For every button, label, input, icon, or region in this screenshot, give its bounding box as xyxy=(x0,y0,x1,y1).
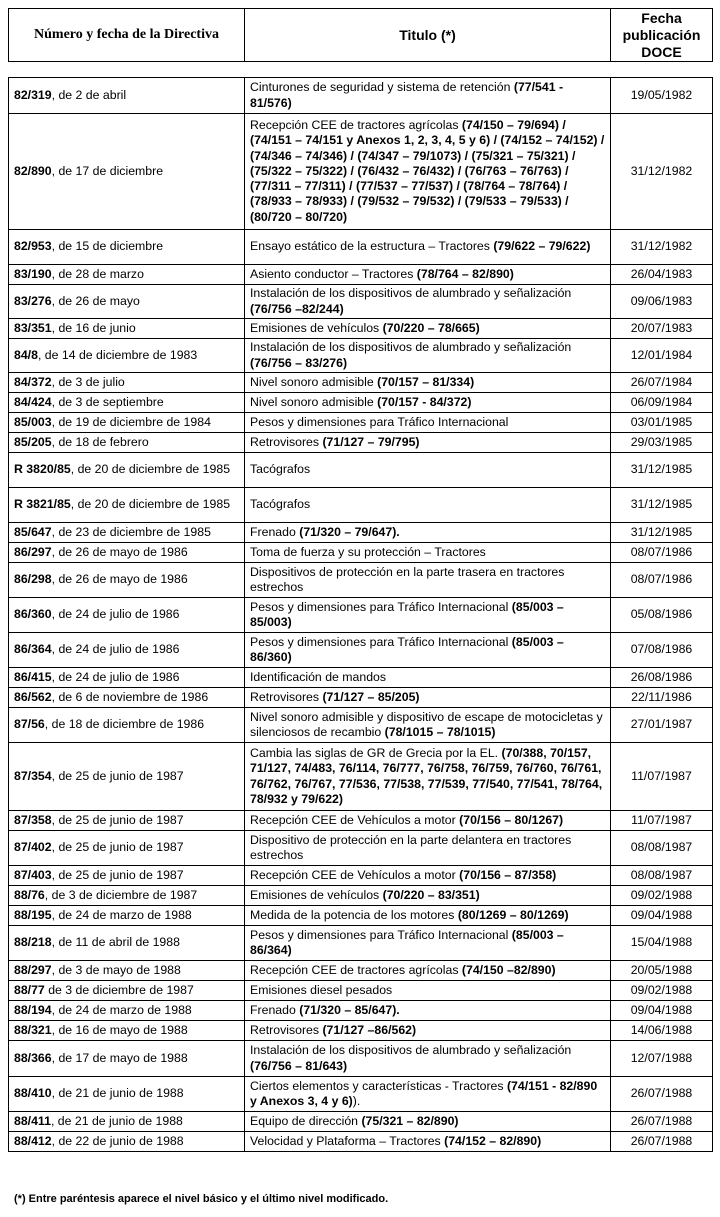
directives-table-body xyxy=(9,78,713,1152)
directives-table xyxy=(8,77,713,1152)
publication-date: 08/08/1987 xyxy=(611,831,713,866)
table-row xyxy=(9,523,713,543)
table-row xyxy=(9,285,713,319)
directive-date: , de 17 de mayo de 1988 xyxy=(51,1050,188,1065)
title-cell xyxy=(245,339,611,373)
title-reference: (71/127 –86/562) xyxy=(322,1022,417,1037)
directive-cell xyxy=(9,1021,245,1041)
directive-cell xyxy=(9,688,245,708)
directive-cell xyxy=(9,743,245,811)
title-text: Emisiones de vehículos xyxy=(250,320,383,335)
title-text: Equipo de dirección xyxy=(250,1113,362,1128)
title-text: ). xyxy=(352,1094,361,1108)
directive-number: 86/298 xyxy=(14,572,52,587)
directive-cell xyxy=(9,563,245,598)
table-row xyxy=(9,265,713,285)
directive-cell xyxy=(9,598,245,633)
table-row xyxy=(9,743,713,811)
publication-date: 11/07/1987 xyxy=(611,743,713,811)
title-text: Recepción CEE de Vehículos a motor xyxy=(250,812,460,827)
directive-cell xyxy=(9,488,245,523)
title-cell xyxy=(245,433,611,453)
directive-date: , de 6 de noviembre de 1986 xyxy=(51,689,209,704)
footnote: (*) Entre paréntesis aparece el nivel básico y el último nivel modificado. xyxy=(14,1193,389,1205)
directive-number: 87/358 xyxy=(14,812,52,827)
directive-number: R 3820/85 xyxy=(14,462,71,477)
publication-date: 26/07/1988 xyxy=(611,1132,713,1152)
title-cell xyxy=(245,523,611,543)
directive-date: , de 2 de abril xyxy=(51,87,127,102)
directive-number: 88/321 xyxy=(14,1022,52,1037)
title-reference: (74/150 –82/890) xyxy=(461,962,556,977)
directive-number: 84/372 xyxy=(14,374,52,389)
title-cell xyxy=(245,453,611,488)
directive-number: 88/77 xyxy=(14,982,45,997)
table-row xyxy=(9,688,713,708)
directive-cell xyxy=(9,319,245,339)
title-text: Nivel sonoro admisible xyxy=(250,374,378,389)
directive-date: , de 25 de junio de 1987 xyxy=(51,840,184,855)
directive-date: , de 24 de julio de 1986 xyxy=(51,607,180,622)
table-row xyxy=(9,339,713,373)
publication-date: 31/12/1985 xyxy=(611,453,713,488)
title-reference: (71/320 – 79/647). xyxy=(299,524,400,539)
publication-date: 09/02/1988 xyxy=(611,981,713,1001)
title-cell xyxy=(245,981,611,1001)
title-cell xyxy=(245,543,611,563)
directive-date: , de 28 de marzo xyxy=(51,266,144,281)
publication-date: 06/09/1984 xyxy=(611,393,713,413)
title-text: Toma de fuerza y su protección – Tractores xyxy=(250,544,486,559)
publication-date: 12/07/1988 xyxy=(611,1041,713,1077)
header-directive-number-date: Número y fecha de la Directiva xyxy=(9,9,245,62)
publication-date: 15/04/1988 xyxy=(611,926,713,961)
title-reference: (76/756 –82/244) xyxy=(250,301,344,316)
table-row xyxy=(9,413,713,433)
directive-date: , de 14 de diciembre de 1983 xyxy=(37,347,198,362)
title-text: Dispositivo de protección en la parte delantera en tractores estrechos xyxy=(250,832,572,862)
title-text: Identificación de mandos xyxy=(250,669,387,684)
directive-date: , de 25 de junio de 1987 xyxy=(51,768,184,783)
title-text: Velocidad y Plataforma – Tractores xyxy=(250,1133,445,1148)
directive-number: 82/890 xyxy=(14,163,52,178)
publication-date: 14/06/1988 xyxy=(611,1021,713,1041)
title-text: Emisiones de vehículos xyxy=(250,887,383,902)
publication-date: 26/07/1988 xyxy=(611,1077,713,1112)
title-cell xyxy=(245,688,611,708)
title-text: Recepción CEE de tractores agrícolas xyxy=(250,962,462,977)
publication-date: 31/12/1982 xyxy=(611,114,713,230)
title-text: Pesos y dimensiones para Tráfico Internacional xyxy=(250,599,512,614)
directive-cell xyxy=(9,981,245,1001)
title-text: Pesos y dimensiones para Tráfico Internacional xyxy=(250,634,512,649)
table-row xyxy=(9,78,713,114)
directive-number: 82/319 xyxy=(14,87,52,102)
publication-date: 08/07/1986 xyxy=(611,543,713,563)
directive-date: , de 23 de diciembre de 1985 xyxy=(51,524,211,539)
title-reference: (71/127 – 85/205) xyxy=(322,689,420,704)
title-cell xyxy=(245,961,611,981)
table-row xyxy=(9,1132,713,1152)
directive-cell xyxy=(9,1077,245,1112)
directive-date: , de 16 de mayo de 1988 xyxy=(51,1022,188,1037)
header-pub-line1: Fecha xyxy=(641,9,682,26)
title-reference: (85/003 – 86/364) xyxy=(250,927,564,957)
title-cell xyxy=(245,866,611,886)
title-reference: (78/764 – 82/890) xyxy=(416,266,514,281)
title-reference: (80/1269 – 80/1269) xyxy=(457,907,569,922)
header-title: Titulo (*) xyxy=(245,9,611,62)
table-row xyxy=(9,926,713,961)
title-text: Ensayo estático de la estructura – Tractores xyxy=(250,239,494,254)
table-row xyxy=(9,668,713,688)
directive-number: 85/003 xyxy=(14,414,52,429)
title-text: Tacógrafos xyxy=(250,497,311,512)
directive-cell xyxy=(9,906,245,926)
title-reference: (74/150 – 79/694) / (74/151 – 74/151 y Anexos 1, 2, 3, 4, 5 y 6) / (74/152 – 74/152) / (74/346 – 74/346) / (74/347 – 79/1073) / (75/321 – 75/321) / (75/322 – 75/322) / (76/432 – 76/432) / (76/763 – 76/763) / (77/311 – 77/311) / (77/537 – 77/537) / (78/764 – 78/764) / (78/933 – 78/933) / (79/532 – 79/532) / (79/533 – 79/533) / (80/720 – 80/720) xyxy=(250,117,605,224)
directive-cell xyxy=(9,886,245,906)
title-reference: (71/127 – 79/795) xyxy=(322,434,420,449)
directive-date: , de 17 de diciembre xyxy=(51,163,164,178)
directive-cell xyxy=(9,413,245,433)
title-cell xyxy=(245,1041,611,1077)
title-reference: (70/157 – 81/334) xyxy=(377,374,475,389)
title-cell xyxy=(245,598,611,633)
table-row xyxy=(9,708,713,743)
title-cell xyxy=(245,1112,611,1132)
directive-cell xyxy=(9,433,245,453)
title-text: Emisiones diesel pesados xyxy=(250,982,393,997)
title-cell xyxy=(245,886,611,906)
table-row xyxy=(9,886,713,906)
publication-date: 09/04/1988 xyxy=(611,1001,713,1021)
directive-cell xyxy=(9,543,245,563)
title-cell xyxy=(245,926,611,961)
directive-number: 88/195 xyxy=(14,907,52,922)
directive-date: , de 26 de mayo de 1986 xyxy=(51,544,188,559)
table-row xyxy=(9,488,713,523)
table-row xyxy=(9,230,713,265)
title-cell xyxy=(245,114,611,230)
title-cell xyxy=(245,831,611,866)
directive-date: , de 11 de abril de 1988 xyxy=(51,935,180,950)
directive-cell xyxy=(9,708,245,743)
table-row xyxy=(9,961,713,981)
directive-number: 87/354 xyxy=(14,768,52,783)
directive-date: , de 3 de diciembre de 1987 xyxy=(44,887,198,902)
directive-number: 88/410 xyxy=(14,1086,52,1101)
directive-number: 87/403 xyxy=(14,867,52,882)
table-row xyxy=(9,1041,713,1077)
directive-number: 87/402 xyxy=(14,840,52,855)
publication-date: 29/03/1985 xyxy=(611,433,713,453)
directive-number: 88/76 xyxy=(14,887,45,902)
table-row xyxy=(9,373,713,393)
table-row xyxy=(9,433,713,453)
directive-number: R 3821/85 xyxy=(14,497,71,512)
directive-cell xyxy=(9,1112,245,1132)
title-cell xyxy=(245,488,611,523)
title-text: Nivel sonoro admisible xyxy=(250,394,378,409)
title-cell xyxy=(245,811,611,831)
table-row xyxy=(9,1077,713,1112)
publication-date: 07/08/1986 xyxy=(611,633,713,668)
title-cell xyxy=(245,1021,611,1041)
table-row xyxy=(9,866,713,886)
title-text: Recepción CEE de tractores agrícolas xyxy=(250,117,462,132)
title-text: Frenado xyxy=(250,1002,300,1017)
directive-number: 85/647 xyxy=(14,524,52,539)
title-cell xyxy=(245,563,611,598)
directive-number: 83/276 xyxy=(14,293,52,308)
publication-date: 31/12/1985 xyxy=(611,488,713,523)
table-header xyxy=(8,8,713,62)
title-text: Medida de la potencia de los motores xyxy=(250,907,458,922)
directive-cell xyxy=(9,961,245,981)
publication-date: 09/06/1983 xyxy=(611,285,713,319)
directive-date: , de 15 de diciembre xyxy=(51,239,164,254)
title-reference: (74/152 – 82/890) xyxy=(444,1133,542,1148)
table-row xyxy=(9,906,713,926)
directive-cell xyxy=(9,926,245,961)
directive-number: 86/297 xyxy=(14,544,52,559)
directive-number: 86/364 xyxy=(14,642,52,657)
publication-date: 31/12/1982 xyxy=(611,230,713,265)
title-cell xyxy=(245,265,611,285)
title-reference: (76/756 – 83/276) xyxy=(250,355,348,370)
directive-cell xyxy=(9,453,245,488)
directive-date: , de 24 de julio de 1986 xyxy=(51,642,180,657)
directive-cell xyxy=(9,265,245,285)
title-cell xyxy=(245,78,611,114)
directive-date: , de 21 de junio de 1988 xyxy=(50,1113,183,1128)
title-reference: (71/320 – 85/647). xyxy=(299,1002,400,1017)
title-reference: (74/151 - 82/890 y Anexos 3, 4 y 6) xyxy=(250,1078,598,1108)
publication-date: 31/12/1985 xyxy=(611,523,713,543)
publication-date: 27/01/1987 xyxy=(611,708,713,743)
title-text: Instalación de los dispositivos de alumbrado y señalización xyxy=(250,286,572,301)
table-row xyxy=(9,831,713,866)
directive-number: 82/953 xyxy=(14,239,52,254)
directive-cell xyxy=(9,373,245,393)
table-row xyxy=(9,1112,713,1132)
directive-date: , de 21 de junio de 1988 xyxy=(51,1086,184,1101)
title-text: Pesos y dimensiones para Tráfico Internacional xyxy=(250,414,509,429)
title-text: Recepción CEE de Vehículos a motor xyxy=(250,867,460,882)
title-text: Tacógrafos xyxy=(250,462,311,477)
title-text: Cinturones de seguridad y sistema de retención xyxy=(250,80,514,95)
title-cell xyxy=(245,319,611,339)
title-text: Ciertos elementos y características - Tractores xyxy=(250,1078,507,1093)
publication-date: 09/04/1988 xyxy=(611,906,713,926)
directive-date: , de 20 de diciembre de 1985 xyxy=(70,462,231,477)
directive-cell xyxy=(9,339,245,373)
directive-number: 84/8 xyxy=(14,347,38,362)
directive-date: , de 22 de junio de 1988 xyxy=(51,1133,184,1148)
table-row xyxy=(9,114,713,230)
directive-number: 88/194 xyxy=(14,1002,52,1017)
directive-date: , de 26 de mayo xyxy=(51,293,140,308)
title-text: Dispositivos de protección en la parte trasera en tractores estrechos xyxy=(250,564,565,594)
title-reference: (76/756 – 81/643) xyxy=(250,1058,348,1073)
publication-date: 09/02/1988 xyxy=(611,886,713,906)
header-pub-line3: DOCE xyxy=(641,43,682,60)
directive-cell xyxy=(9,1001,245,1021)
directive-date: , de 3 de mayo de 1988 xyxy=(51,962,181,977)
directive-number: 83/190 xyxy=(14,266,52,281)
table-row xyxy=(9,811,713,831)
title-text: Asiento conductor – Tractores xyxy=(250,266,417,281)
title-reference: (78/1015 – 78/1015) xyxy=(384,725,496,739)
publication-date: 08/07/1986 xyxy=(611,563,713,598)
publication-date: 05/08/1986 xyxy=(611,598,713,633)
directive-cell xyxy=(9,811,245,831)
title-text: Retrovisores xyxy=(250,689,323,704)
title-cell xyxy=(245,743,611,811)
directive-cell xyxy=(9,668,245,688)
publication-date: 26/08/1986 xyxy=(611,668,713,688)
table-row xyxy=(9,598,713,633)
directive-number: 88/366 xyxy=(14,1050,52,1065)
title-reference: (77/541 - 81/576) xyxy=(250,80,564,110)
title-text: Retrovisores xyxy=(250,1022,323,1037)
title-cell xyxy=(245,708,611,743)
table-row xyxy=(9,1021,713,1041)
title-reference: (70/388, 70/157, 71/127, 74/483, 76/114, 76/777, 76/758, 76/759, 76/760, 76/761, 76/762, 76/767, 77/536, 77/538, 77/539, 77/540, 77/541, 78/764, 78/932 y 79/622) xyxy=(250,745,603,806)
title-text: Frenado xyxy=(250,524,300,539)
directive-cell xyxy=(9,285,245,319)
directive-cell xyxy=(9,1041,245,1077)
table-row xyxy=(9,1001,713,1021)
publication-date: 26/04/1983 xyxy=(611,265,713,285)
title-reference: (70/156 – 80/1267) xyxy=(459,812,564,827)
directive-date: , de 18 de febrero xyxy=(51,434,149,449)
directive-cell xyxy=(9,633,245,668)
title-reference: (70/157 - 84/372) xyxy=(377,394,472,409)
publication-date: 11/07/1987 xyxy=(611,811,713,831)
table-row xyxy=(9,981,713,1001)
title-cell xyxy=(245,285,611,319)
table-row xyxy=(9,393,713,413)
directive-date: , de 18 de diciembre de 1986 xyxy=(44,717,205,732)
title-cell xyxy=(245,393,611,413)
table-row xyxy=(9,319,713,339)
publication-date: 12/01/1984 xyxy=(611,339,713,373)
title-text: Pesos y dimensiones para Tráfico Internacional xyxy=(250,927,512,942)
title-cell xyxy=(245,1132,611,1152)
title-cell xyxy=(245,668,611,688)
title-text: Cambia las siglas de GR de Grecia por la EL. xyxy=(250,745,502,760)
directive-number: 88/412 xyxy=(14,1133,52,1148)
title-cell xyxy=(245,230,611,265)
directive-number: 86/562 xyxy=(14,689,52,704)
publication-date: 19/05/1982 xyxy=(611,78,713,114)
directive-number: 83/351 xyxy=(14,320,52,335)
title-text: Retrovisores xyxy=(250,434,323,449)
title-reference: (79/622 – 79/622) xyxy=(493,239,591,254)
header-publication-date xyxy=(611,9,713,62)
directive-number: 87/56 xyxy=(14,717,45,732)
title-reference: (75/321 – 82/890) xyxy=(361,1113,459,1128)
directive-cell xyxy=(9,523,245,543)
publication-date: 20/05/1988 xyxy=(611,961,713,981)
title-reference: (70/156 – 87/358) xyxy=(459,867,557,882)
directive-number: 88/218 xyxy=(14,935,52,950)
directive-date: , de 3 de julio xyxy=(51,374,125,389)
directive-date: , de 25 de junio de 1987 xyxy=(51,812,184,827)
directive-date: , de 16 de junio xyxy=(51,320,136,335)
title-cell xyxy=(245,633,611,668)
title-reference: (85/003 – 86/360) xyxy=(250,634,564,664)
title-cell xyxy=(245,373,611,393)
directive-date: , de 26 de mayo de 1986 xyxy=(51,572,188,587)
directive-cell xyxy=(9,114,245,230)
header-pub-line2: publicación xyxy=(622,26,701,43)
directive-date: , de 25 de junio de 1987 xyxy=(51,867,184,882)
directive-number: 84/424 xyxy=(14,394,52,409)
title-reference: (70/220 – 83/351) xyxy=(382,887,480,902)
directive-date: de 3 de diciembre de 1987 xyxy=(44,982,194,997)
directive-date: , de 3 de septiembre xyxy=(51,394,164,409)
directive-number: 86/415 xyxy=(14,669,52,684)
table-row xyxy=(9,453,713,488)
publication-date: 26/07/1984 xyxy=(611,373,713,393)
directive-date: , de 19 de diciembre de 1984 xyxy=(51,414,211,429)
table-row xyxy=(9,633,713,668)
directive-number: 86/360 xyxy=(14,607,52,622)
table-row xyxy=(9,543,713,563)
publication-date: 20/07/1983 xyxy=(611,319,713,339)
title-reference: (85/003 – 85/003) xyxy=(250,599,564,629)
title-cell xyxy=(245,906,611,926)
title-reference: (70/220 – 78/665) xyxy=(382,320,480,335)
directive-cell xyxy=(9,831,245,866)
directive-number: 88/297 xyxy=(14,962,52,977)
directive-date: , de 24 de marzo de 1988 xyxy=(51,1002,192,1017)
directive-date: , de 20 de diciembre de 1985 xyxy=(70,497,231,512)
directive-cell xyxy=(9,230,245,265)
title-text: Instalación de los dispositivos de alumbrado y señalización xyxy=(250,340,572,355)
directive-number: 88/411 xyxy=(14,1113,51,1128)
title-cell xyxy=(245,1077,611,1112)
directive-date: , de 24 de marzo de 1988 xyxy=(51,907,192,922)
directive-number: 85/205 xyxy=(14,434,52,449)
publication-date: 03/01/1985 xyxy=(611,413,713,433)
title-cell xyxy=(245,1001,611,1021)
publication-date: 22/11/1986 xyxy=(611,688,713,708)
directive-cell xyxy=(9,866,245,886)
directive-cell xyxy=(9,393,245,413)
directive-cell xyxy=(9,78,245,114)
publication-date: 26/07/1988 xyxy=(611,1112,713,1132)
title-text: Instalación de los dispositivos de alumbrado y señalización xyxy=(250,1043,572,1058)
table-row xyxy=(9,563,713,598)
title-text: Nivel sonoro admisible y dispositivo de escape de motocicletas y silenciosos de recambio xyxy=(250,709,603,739)
title-cell xyxy=(245,413,611,433)
directive-date: , de 24 de julio de 1986 xyxy=(51,669,180,684)
directive-cell xyxy=(9,1132,245,1152)
publication-date: 08/08/1987 xyxy=(611,866,713,886)
